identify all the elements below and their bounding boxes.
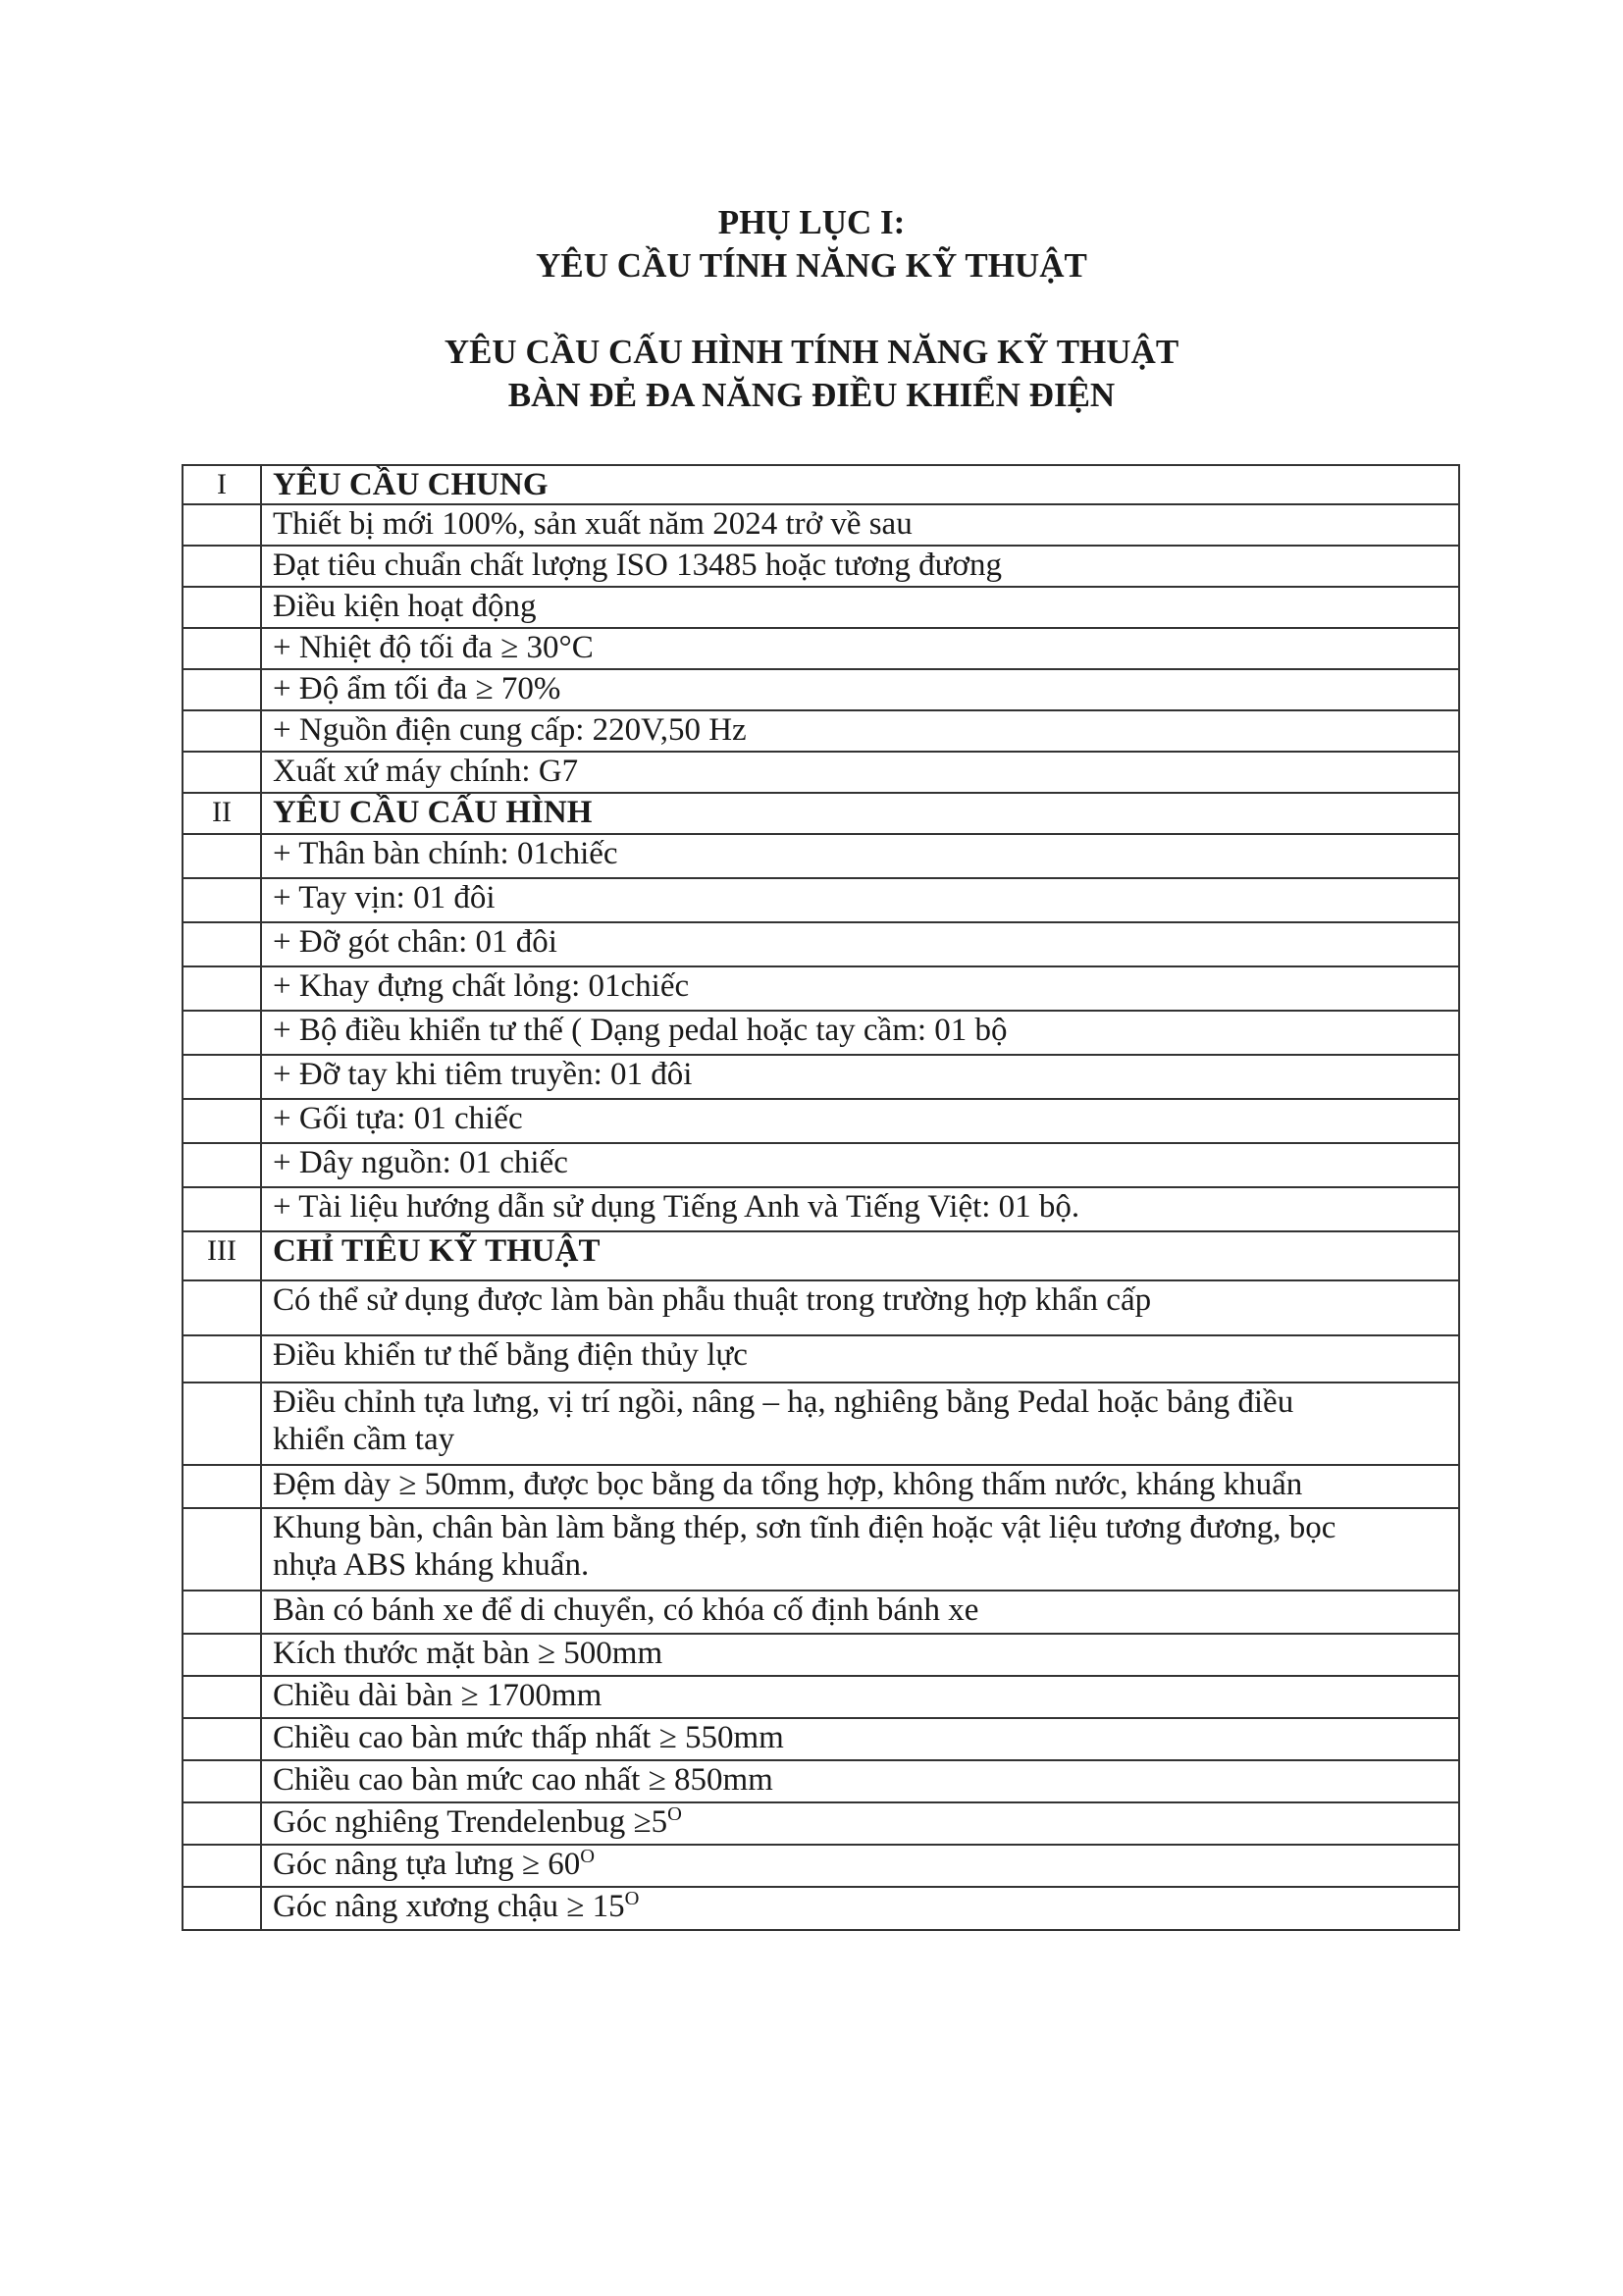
spec-item-text: Góc nâng xương chậu ≥ 15 [273,1889,625,1924]
spec-item: Kích thước mặt bàn ≥ 500mm [261,1634,1459,1676]
table-row [183,966,1459,1011]
section-number: I [183,465,261,504]
spec-item: + Độ ẩm tối đa ≥ 70% [261,669,1459,710]
spec-item: + Dây nguồn: 01 chiếc [261,1143,1459,1187]
table-row [183,546,1459,587]
section-title: YÊU CẦU CHUNG [261,465,1459,504]
table-row [183,834,1459,878]
table-row [183,1676,1459,1718]
spec-item: + Đỡ tay khi tiêm truyền: 01 đôi [261,1055,1459,1099]
table-row [183,587,1459,628]
spec-item: Đạt tiêu chuẩn chất lượng ISO 13485 hoặc tương đương [261,546,1459,587]
table-row [183,1802,1459,1845]
table-row [183,1011,1459,1055]
table-row [183,669,1459,710]
section-row [183,793,1459,834]
spec-item: + Khay đựng chất lỏng: 01chiếc [261,966,1459,1011]
section-number: II [183,793,261,834]
section-number: III [183,1231,261,1280]
table-row [183,922,1459,966]
table-row [183,1508,1459,1591]
spec-item: + Nguồn điện cung cấp: 220V,50 Hz [261,710,1459,752]
spec-item [261,1508,1459,1591]
table-row [183,1465,1459,1508]
spec-item-line: Khung bàn, chân bàn làm bằng thép, sơn tĩnh điện hoặc vật liệu tương đương, bọc [273,1510,1336,1545]
table-row [183,1055,1459,1099]
section-row [183,1231,1459,1280]
spec-item: Có thể sử dụng được làm bàn phẫu thuật trong trường hợp khẩn cấp [261,1280,1459,1335]
section-title: CHỈ TIÊU KỸ THUẬT [261,1231,1459,1280]
table-row [183,504,1459,546]
spec-item [261,1383,1459,1465]
table-row [183,1760,1459,1802]
spec-item: Xuất xứ máy chính: G7 [261,752,1459,793]
table-row [183,1887,1459,1930]
spec-item [261,1887,1459,1930]
spec-item: + Đỡ gót chân: 01 đôi [261,922,1459,966]
table-row [183,1845,1459,1887]
spec-item-line: khiển cầm tay [273,1422,455,1457]
table-row [183,1335,1459,1383]
spec-item: + Tài liệu hướng dẫn sử dụng Tiếng Anh và Tiếng Việt: 01 bộ. [261,1187,1459,1231]
spec-item-line: nhựa ABS kháng khuẩn. [273,1547,590,1583]
degree-mark: O [624,1888,640,1909]
table-row [183,1099,1459,1143]
spec-table [182,464,1460,1931]
spec-item: + Tay vịn: 01 đôi [261,878,1459,922]
appendix-title: PHỤ LỤC I: [717,203,906,241]
spec-item [261,1802,1459,1845]
table-row [183,1591,1459,1634]
appendix-heading [0,201,1623,287]
spec-item: + Bộ điều khiển tư thế ( Dạng pedal hoặc tay cầm: 01 bộ [261,1011,1459,1055]
table-row [183,878,1459,922]
spec-item: Đệm dày ≥ 50mm, được bọc bằng da tổng hợp, không thấm nước, kháng khuẩn [261,1465,1459,1508]
spec-heading [0,331,1623,417]
appendix-subtitle: YÊU CẦU TÍNH NĂNG KỸ THUẬT [536,246,1087,285]
spec-item: + Nhiệt độ tối đa ≥ 30°C [261,628,1459,669]
table-row [183,710,1459,752]
degree-mark: O [580,1846,596,1867]
table-row [183,1187,1459,1231]
spec-item: Chiều cao bàn mức thấp nhất ≥ 550mm [261,1718,1459,1760]
table-row [183,1143,1459,1187]
section-title: YÊU CẦU CẤU HÌNH [261,793,1459,834]
table-row [183,752,1459,793]
degree-mark: O [667,1803,682,1825]
spec-item: Thiết bị mới 100%, sản xuất năm 2024 trở về sau [261,504,1459,546]
spec-item: + Thân bàn chính: 01chiếc [261,834,1459,878]
spec-item-line: Điều chỉnh tựa lưng, vị trí ngồi, nâng – hạ, nghiêng bằng Pedal hoặc bảng điều [273,1384,1294,1420]
spec-item: Chiều cao bàn mức cao nhất ≥ 850mm [261,1760,1459,1802]
table-row [183,1634,1459,1676]
spec-item: + Gối tựa: 01 chiếc [261,1099,1459,1143]
spec-subtitle: BÀN ĐẺ ĐA NĂNG ĐIỀU KHIỂN ĐIỆN [507,376,1116,414]
spec-item [261,1845,1459,1887]
table-row [183,628,1459,669]
table-row [183,1718,1459,1760]
spec-item: Chiều dài bàn ≥ 1700mm [261,1676,1459,1718]
table-row [183,1280,1459,1335]
spec-item: Điều khiển tư thế bằng điện thủy lực [261,1335,1459,1383]
spec-title: YÊU CẦU CẤU HÌNH TÍNH NĂNG KỸ THUẬT [444,333,1179,371]
table-row [183,1383,1459,1465]
spec-item-text: Góc nâng tựa lưng ≥ 60 [273,1847,581,1882]
spec-item-text: Góc nghiêng Trendelenbug ≥5 [273,1804,668,1840]
spec-item: Điều kiện hoạt động [261,587,1459,628]
spec-item: Bàn có bánh xe để di chuyển, có khóa cố định bánh xe [261,1591,1459,1634]
section-row [183,465,1459,504]
